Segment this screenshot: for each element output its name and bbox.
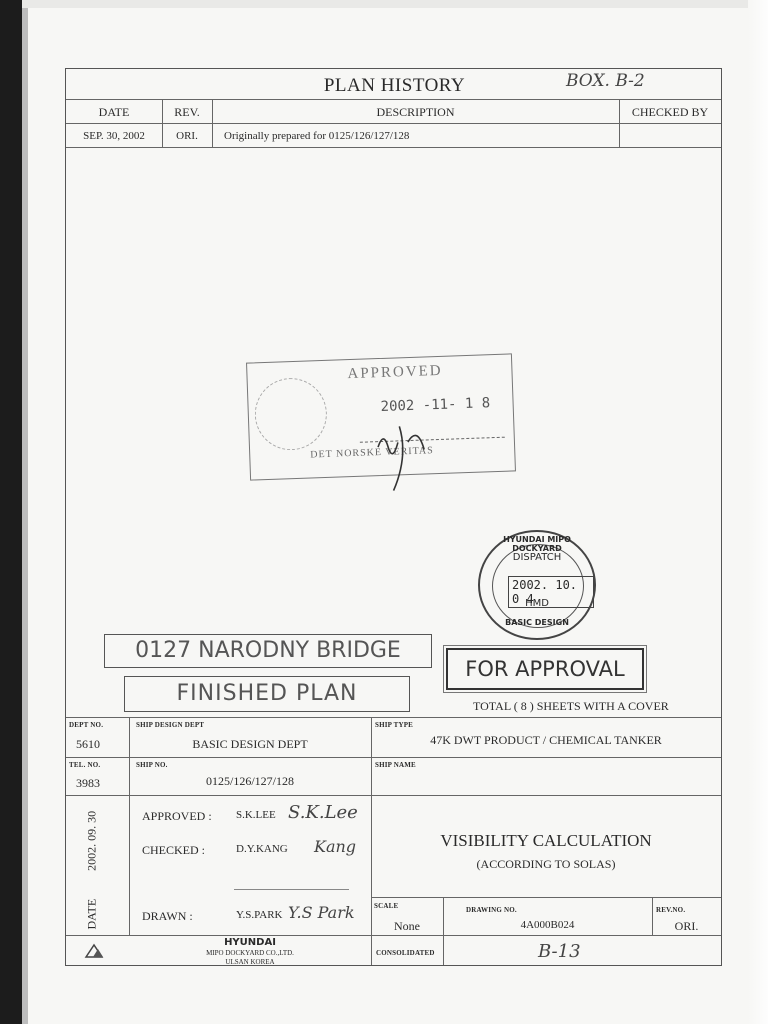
checked-label: CHECKED : [142,843,205,857]
ship-no: 0125/126/127/128 [205,774,294,788]
dispatch-label: DISPATCH [512,552,562,563]
history-date: SEP. 30, 2002 [83,130,145,142]
rev-no-label: REV.NO. [656,906,686,914]
checked-by-header: CHECKED BY [631,105,709,119]
scan-top-edge [22,0,768,8]
dispatch-stamp [478,530,596,640]
approved-signature: S.K.Lee [288,802,358,823]
scale-value: None [394,919,420,933]
drawn-label: DRAWN : [142,909,193,923]
dept-no: 5610 [76,737,100,751]
dispatch-ring-bottom: BASIC DESIGN [505,618,569,627]
ship-type: 47K DWT PRODUCT / CHEMICAL TANKER [430,733,662,747]
hmd-logo-icon [84,943,110,964]
date-cell [66,795,129,935]
scan-dark-edge [0,0,22,1024]
approved-stamp-title: APPROVED [347,362,443,383]
divider [443,897,444,965]
plan-history-title: PLAN HISTORY [323,75,466,96]
scan-edge-shadow [22,0,28,1024]
approved-stamp [246,353,516,480]
ship-no-label: SHIP NO. [136,761,168,769]
approved-label: APPROVED : [142,809,212,823]
for-approval-stamp: FOR APPROVAL [446,648,644,690]
company-line1: MIPO DOCKYARD CO.,LTD. [206,949,294,957]
box-note: BOX. B-2 [566,71,645,91]
date-value: 2002. 09. 30 [84,810,99,871]
checked-signature: Kang [314,837,357,856]
scan-right-fade [748,0,768,1024]
ship-design-dept: BASIC DESIGN DEPT [192,737,308,751]
signature-line [234,889,349,890]
total-sheets: TOTAL ( 8 ) SHEETS WITH A COVER [473,699,669,713]
approved-stamp-date: 2002 -11- 1 8 [380,395,491,416]
rev-header: REV. [174,105,200,119]
company-line2: ULSAN KOREA [225,958,275,966]
divider [371,897,721,898]
history-description: Originally prepared for 0125/126/127/128 [224,130,410,142]
history-rev: ORI. [176,130,198,142]
drawn-signature: Y.S Park [288,903,355,922]
dispatch-ring-top: HYUNDAI MIPO DOCKYARD [503,535,571,553]
ship-name-label: SHIP NAME [375,761,416,769]
divider [66,717,721,718]
description-header: DESCRIPTION [376,105,455,119]
date-rotated [85,800,100,930]
date-header: DATE [98,105,130,119]
rev-no: ORI. [674,919,699,933]
divider [66,99,721,100]
scale-label: SCALE [374,902,399,910]
dispatch-date: 2002. 10. 0 4 [508,576,594,608]
drawing-no: 4A000B024 [520,919,575,931]
tel-no-label: TEL. NO. [69,761,101,769]
inspector-signature-icon [367,415,450,498]
consolidated-value: B-13 [538,941,581,962]
ship-design-dept-label: SHIP DESIGN DEPT [136,721,205,729]
finished-plan-stamp: FINISHED PLAN [124,676,410,712]
company-logo: HYUNDAI [224,937,276,948]
divider [66,147,721,148]
ship-type-label: SHIP TYPE [375,721,414,729]
project-stamp: 0127 NARODNY BRIDGE [104,634,432,668]
date-label: DATE [84,898,99,930]
approved-stamp-footer: DET NORSKE VERITAS [310,445,434,461]
seal-icon [254,377,328,451]
drawing-frame [65,68,722,966]
drawing-no-label: DRAWING NO. [466,906,517,914]
dept-no-label: DEPT NO. [69,721,104,729]
divider [66,123,721,124]
divider [66,795,721,796]
tel-no: 3983 [76,776,100,790]
drawing-title: VISIBILITY CALCULATION [440,831,652,850]
checked-name: D.Y.KANG [236,843,288,855]
dispatch-mark: HMD [525,598,549,609]
consolidated-label: CONSOLIDATED [376,949,435,957]
drawing-subtitle: (ACCORDING TO SOLAS) [476,857,616,871]
divider [66,935,721,936]
divider [66,757,721,758]
drawn-name: Y.S.PARK [236,909,283,921]
approved-name: S.K.LEE [236,809,276,821]
